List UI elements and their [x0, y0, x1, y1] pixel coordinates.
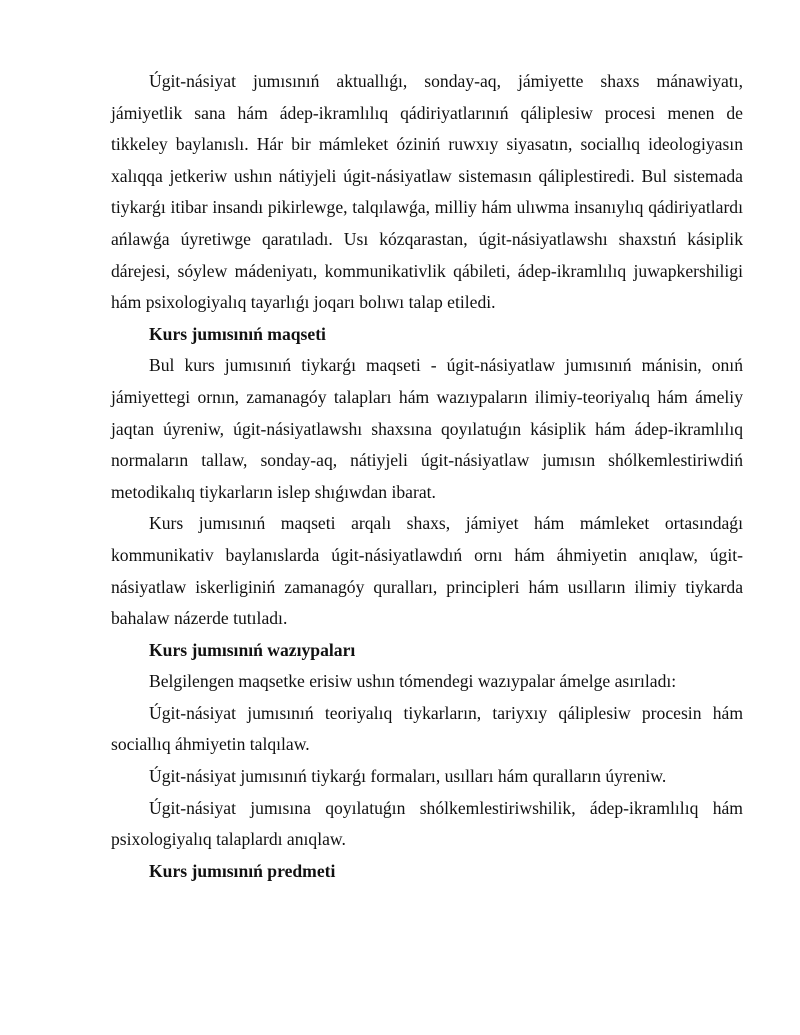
task-item-1: Úgit-násiyat jumısınıń teoriyalıq tiykarların, tariyxıy qáliplesiw procesin hám sociallıq áhmiyetin talqılaw.: [111, 702, 743, 755]
goal-paragraph-2: Kurs jumısınıń maqseti arqalı shaxs, jámiyet hám mámleket ortasındaǵı kommunikativ baylanıslarda úgit-násiyatlawdıń ornı hám áhmiyetin anıqlaw, úgit-násiyatlaw iskerliginiń zamanagóy quralları, principleri hám usılların ilimiy tiykarda bahalaw názerde tutıladı.: [111, 513, 743, 629]
section-heading-subject: Kurs jumısınıń predmeti: [149, 860, 336, 881]
document-page: [111, 66, 743, 887]
task-item-3: Úgit-násiyat jumısına qoyılatuǵın shólkemlestiriwshilik, ádep-ikramlılıq hám psixologiyalıq talaplardı anıqlaw.: [111, 797, 743, 850]
tasks-intro-paragraph: Belgilengen maqsetke erisiw ushın tómendegi wazıypalar ámelge asırıladı:: [149, 671, 677, 692]
section-heading-tasks: Kurs jumısınıń wazıypaları: [149, 639, 356, 660]
goal-paragraph: Bul kurs jumısınıń tiykarǵı maqseti - úgit-násiyatlaw jumısınıń mánisin, onıń jámiyettegi ornın, zamanagóy talapları hám wazıypaların ilimiy-teoriyalıq hám ámeliy jaqtan úyreniw, úgit-násiyatlawshı shaxsına qoyılatuǵın kásiplik hám ádep-ikramlılıq normaların tallaw, sonday-aq, nátiyjeli úgit-násiyatlaw jumısın shólkemlestiriwdiń metodikalıq tiykarların islep shıǵıwdan ibarat.: [111, 355, 743, 502]
section-heading-goal: Kurs jumısınıń maqseti: [149, 323, 326, 344]
intro-paragraph: Úgit-násiyat jumısınıń aktuallıǵı, sonday-aq, jámiyette shaxs mánawiyatı, jámiyetlik sana hám ádep-ikramlılıq qádiriyatlarınıń qáliplesiw procesi menen de tikkeley baylanıslı. Hár bir mámleket óziniń ruwxıy siyasatın, sociallıq ideologiyasın xalıqqa jetkeriw ushın nátiyjeli úgit-násiyatlaw sistemasın qáliplestiredi. Bul sistemada tiykarǵı itibar insandı pikirlewge, talqılawǵa, milliy hám ulıwma insanıylıq qádiriyatlardı ańlawǵa úyretiwge qaratıladı. Usı kózqarastan, úgit-násiyatlawshı shaxstıń kásiplik dárejesi, sóylew mádeniyatı, kommunikativlik qábileti, ádep-ikramlılıq juwapkershiligi hám psixologiyalıq tayarlıǵı joqarı bolıwı talap etiledi.: [111, 71, 743, 313]
task-item-2: Úgit-násiyat jumısınıń tiykarǵı formaları, usılları hám quralların úyreniw.: [149, 766, 667, 787]
